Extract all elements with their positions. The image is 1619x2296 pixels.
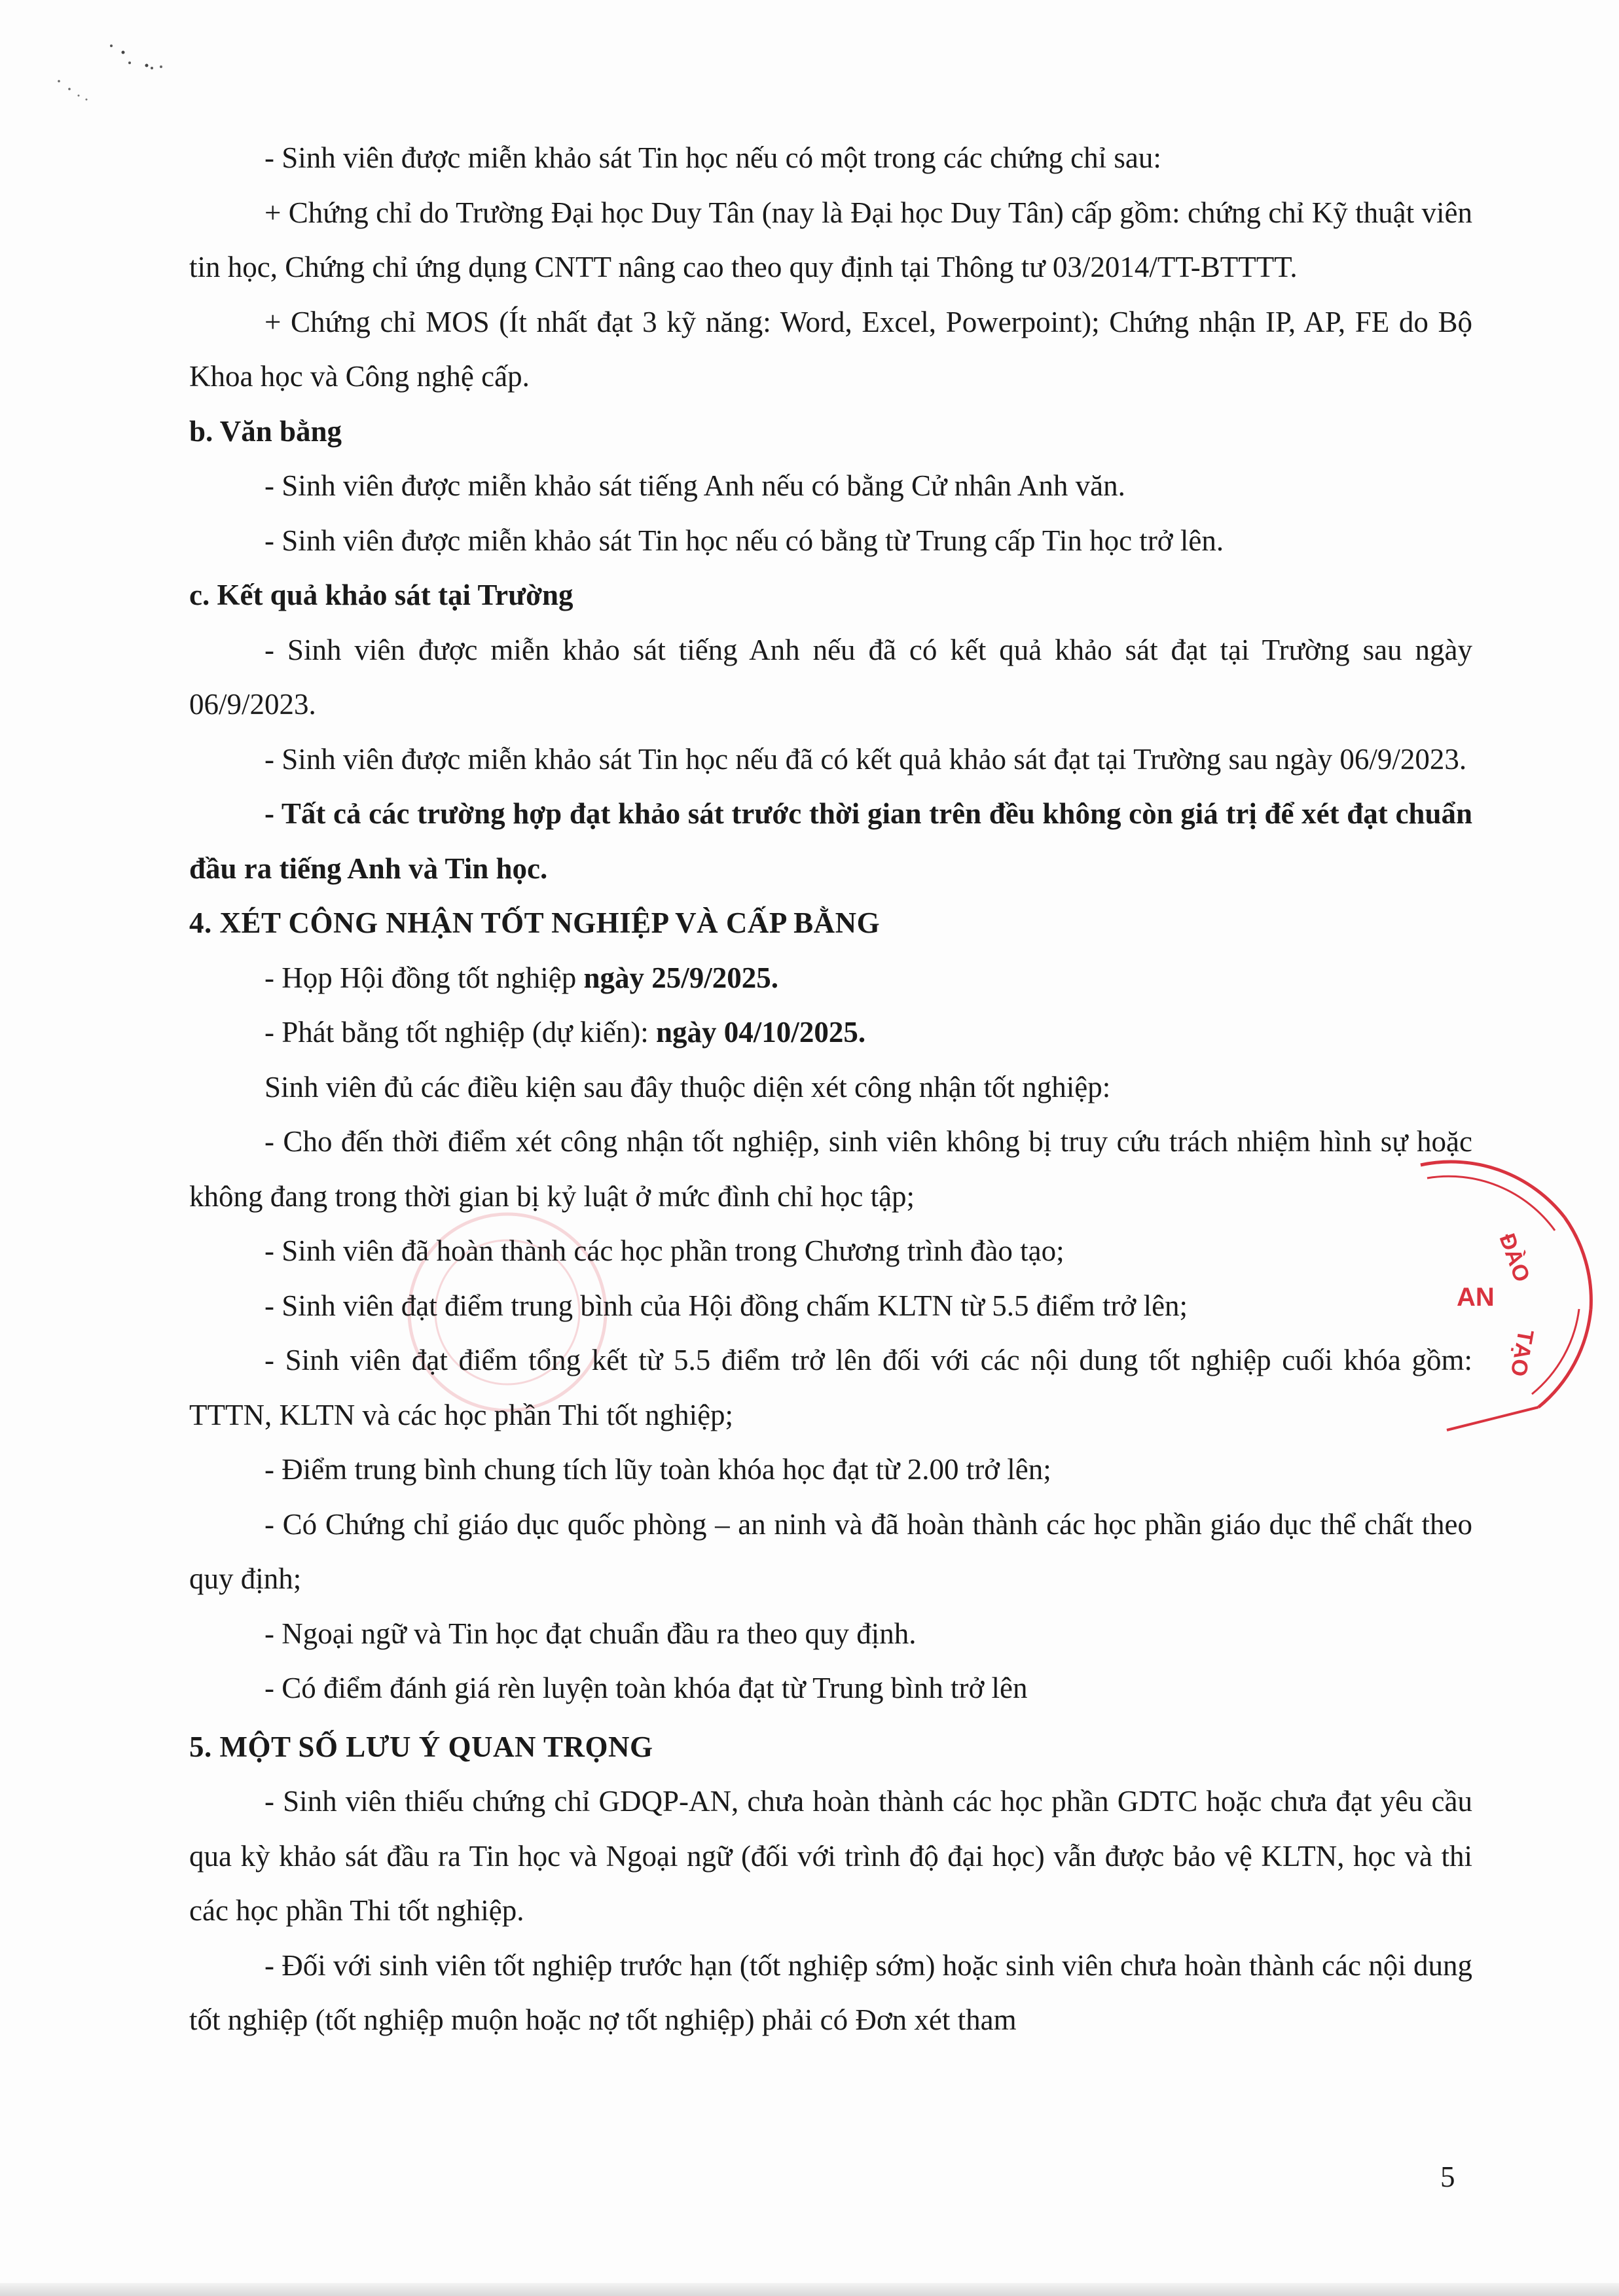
paragraph: - Sinh viên được miễn khảo sát Tin học nếu có bằng từ Trung cấp Tin học trở lên. [264,524,1224,557]
scan-artifact [46,39,177,105]
paragraph: - Điểm trung bình chung tích lũy toàn khóa học đạt từ 2.00 trở lên; [264,1453,1051,1486]
section-heading-5: 5. MỘT SỐ LƯU Ý QUAN TRỌNG [189,1730,653,1763]
date-bold: ngày 25/9/2025. [583,961,779,994]
paragraph: - Sinh viên đạt điểm trung bình của Hội đồng chấm KLTN từ 5.5 điểm trở lên; [264,1289,1188,1322]
svg-text:AN: AN [1457,1283,1495,1312]
section-heading-c: c. Kết quả khảo sát tại Trường [189,579,573,611]
svg-text:ĐÀO: ĐÀO [1494,1230,1535,1285]
paragraph: - Sinh viên được miễn khảo sát Tin học nếu đã có kết quả khảo sát đạt tại Trường sau ngày 06/9/2023. [264,742,1467,776]
document-body [189,131,1472,2048]
paragraph: - Sinh viên được miễn khảo sát tiếng Anh nếu đã có kết quả khảo sát đạt tại Trường sau ngày 06/9/2023. [189,633,1472,721]
paragraph-bold-note: - Tất cả các trường hợp đạt khảo sát trước thời gian trên đều không còn giá trị để xét đạt chuẩn đầu ra tiếng Anh và Tin học. [189,797,1472,885]
paragraph: - Sinh viên được miễn khảo sát tiếng Anh nếu có bằng Cử nhân Anh văn. [264,469,1125,502]
paragraph: - Có điểm đánh giá rèn luyện toàn khóa đạt từ Trung bình trở lên [264,1672,1028,1704]
red-seal-stamp [1408,1139,1617,1440]
scan-edge [0,2283,1619,2296]
paragraph: - Sinh viên đã hoàn thành các học phần trong Chương trình đào tạo; [264,1234,1064,1267]
paragraph: - Ngoại ngữ và Tin học đạt chuẩn đầu ra theo quy định. [264,1617,917,1650]
section-heading-4: 4. XÉT CÔNG NHẬN TỐT NGHIỆP VÀ CẤP BẰNG [189,906,881,939]
paragraph: Sinh viên đủ các điều kiện sau đây thuộc diện xét công nhận tốt nghiệp: [264,1070,1111,1103]
svg-text:TẠO: TẠO [1505,1327,1538,1378]
paragraph [189,1005,1472,1060]
text: - Họp Hội đồng tốt nghiệp [264,961,584,994]
date-bold: ngày 04/10/2025. [656,1016,866,1049]
paragraph [189,951,1472,1006]
section-heading-b: b. Văn bằng [189,414,342,448]
paragraph: - Có Chứng chỉ giáo dục quốc phòng – an ninh và đã hoàn thành các học phần giáo dục thể chất theo quy định; [189,1507,1472,1595]
text: - Phát bằng tốt nghiệp (dự kiến): [264,1016,657,1049]
paragraph: - Sinh viên thiếu chứng chỉ GDQP-AN, chưa hoàn thành các học phần GDTC hoặc chưa đạt yêu cầu qua kỳ khảo sát đầu ra Tin học và Ngoại ngữ (đối với trình độ đại học) vẫn được bảo vệ KLTN, học và thi các học phần Thi tốt nghiệp. [189,1785,1472,1927]
page-number: 5 [1440,2161,1455,2193]
paragraph: - Đối với sinh viên tốt nghiệp trước hạn (tốt nghiệp sớm) hoặc sinh viên chưa hoàn thành các nội dung tốt nghiệp (tốt nghiệp muộn hoặc nợ tốt nghiệp) phải có Đơn xét tham [189,1948,1472,2036]
paragraph: - Cho đến thời điểm xét công nhận tốt nghiệp, sinh viên không bị truy cứu trách nhiệm hình sự hoặc không đang trong thời gian bị kỷ luật ở mức đình chỉ học tập; [189,1125,1472,1213]
paragraph: + Chứng chỉ do Trường Đại học Duy Tân (nay là Đại học Duy Tân) cấp gồm: chứng chỉ Kỹ thuật viên tin học, Chứng chỉ ứng dụng CNTT nâng cao theo quy định tại Thông tư 03/2014/TT-BTTTT. [189,196,1472,283]
paragraph: - Sinh viên được miễn khảo sát Tin học nếu có một trong các chứng chỉ sau: [264,141,1161,174]
paragraph: + Chứng chỉ MOS (Ít nhất đạt 3 kỹ năng: Word, Excel, Powerpoint); Chứng nhận IP, AP, FE do Bộ Khoa học và Công nghệ cấp. [189,305,1472,393]
paragraph: - Sinh viên đạt điểm tổng kết từ 5.5 điểm trở lên đối với các nội dung tốt nghiệp cuối khóa gồm: TTTN, KLTN và các học phần Thi tốt nghiệp; [189,1344,1472,1431]
